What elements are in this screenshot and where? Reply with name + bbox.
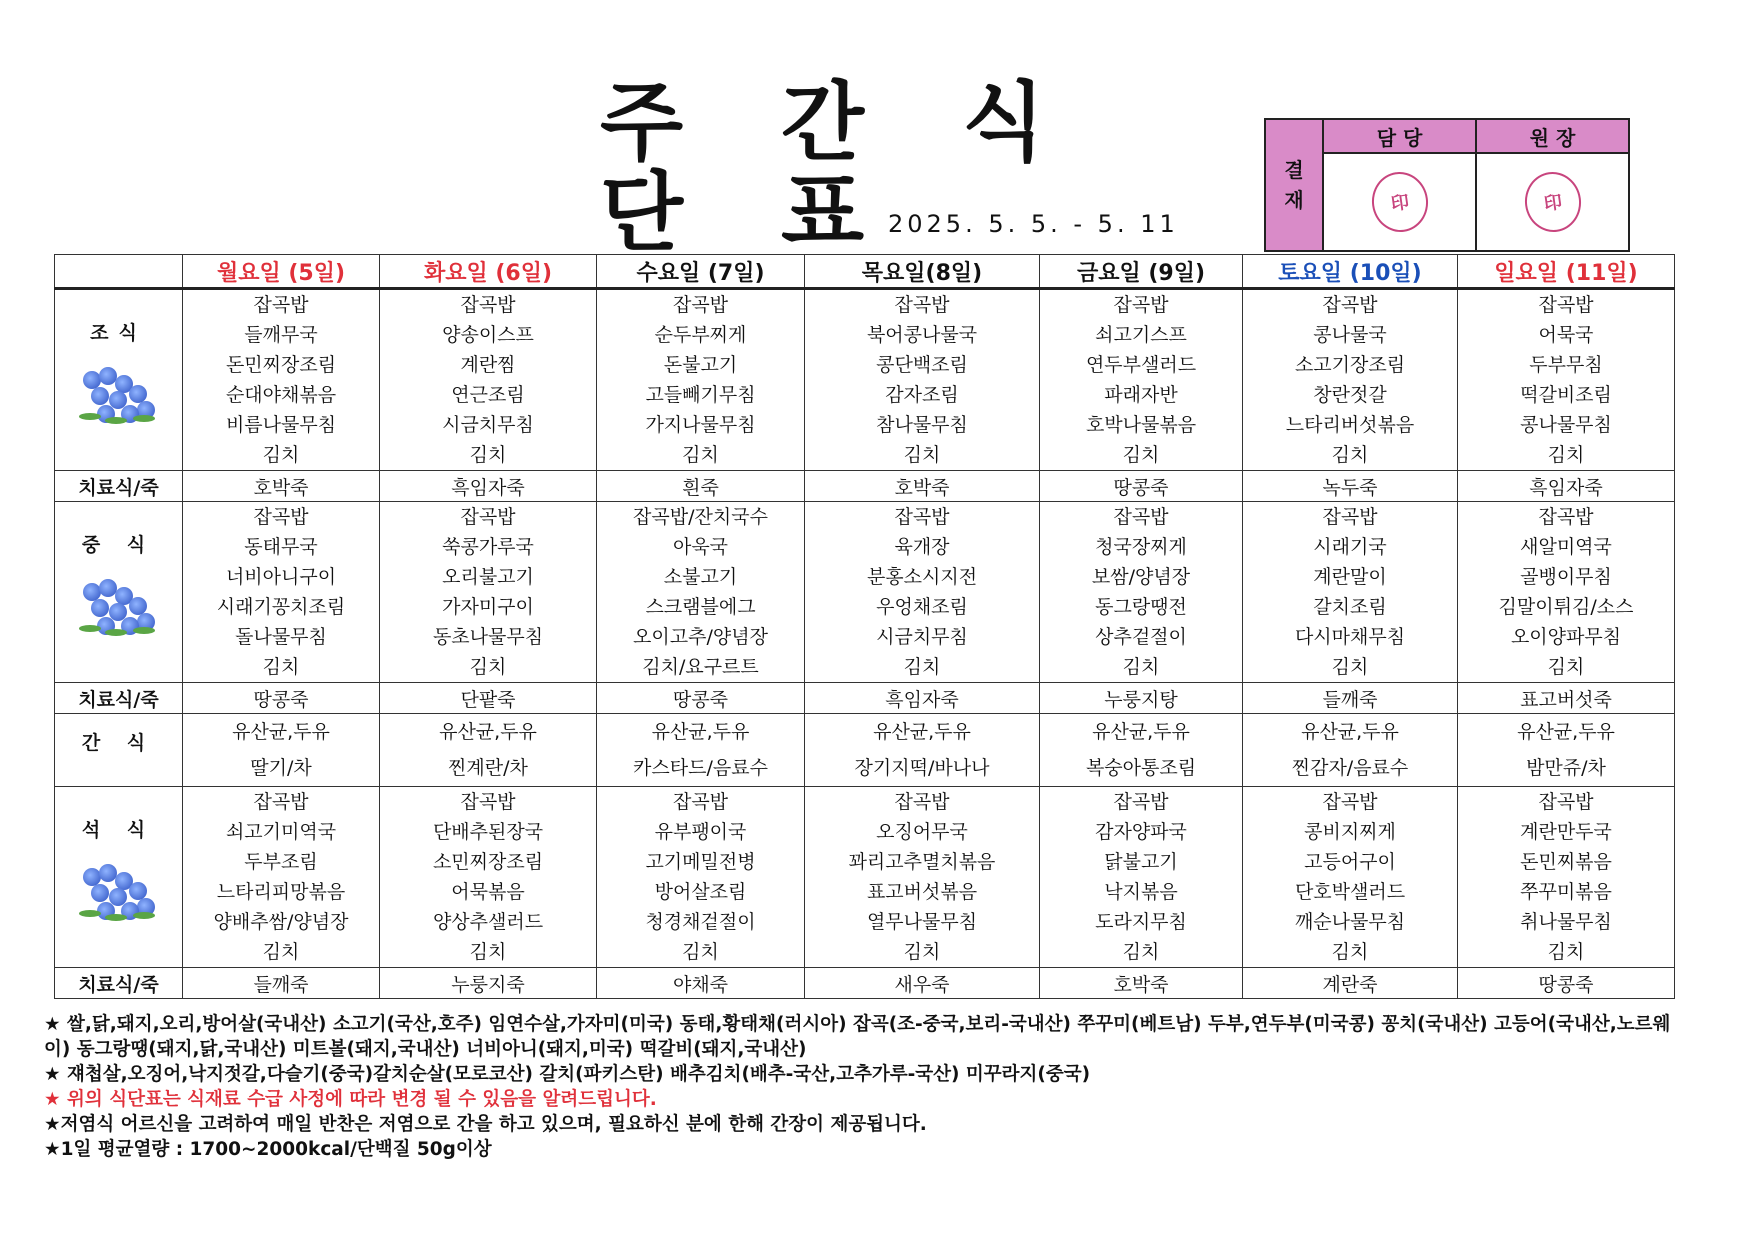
menu-item: 분홍소시지전: [866, 566, 978, 588]
menu-item: 김치: [682, 941, 719, 963]
menu-item: 청경채겉절이: [645, 911, 756, 933]
menu-item: 유산균,두유: [439, 721, 537, 743]
blue-flower-icon: [77, 367, 161, 425]
menu-item: 참나물무침: [876, 414, 968, 436]
porridge-item: 땅콩죽: [1458, 968, 1675, 999]
lunch-day-cell: [1040, 502, 1243, 683]
menu-item: 김치: [1331, 941, 1369, 963]
menu-item: 단호박샐러드: [1294, 881, 1406, 903]
menu-item: 잡곡밥: [1322, 506, 1378, 528]
dinner-day-cell: [1040, 787, 1243, 968]
menu-item: 다시마채무침: [1294, 626, 1406, 648]
breakfast-day-cell: [1458, 289, 1675, 471]
lunch-row: [55, 502, 1675, 683]
day-header-fri: 금요일 (9일): [1040, 255, 1243, 289]
menu-item: 김치: [1331, 656, 1369, 678]
menu-item: 복숭아통조림: [1085, 757, 1197, 779]
note-change-warning: ★ 위의 식단표는 식재료 수급 사정에 따라 변경 될 수 있음을 알려드립니다.: [44, 1089, 657, 1110]
menu-item: 양배추쌈/양념장: [213, 911, 349, 933]
snack-label-cell: [55, 714, 183, 787]
porridge-item: 단팥죽: [380, 683, 597, 714]
menu-item: 계란찜: [460, 354, 516, 376]
snack-row: [55, 714, 1675, 787]
porridge-item: 새우죽: [805, 968, 1040, 999]
director-signature: [1475, 154, 1628, 250]
menu-item: 연두부샐러드: [1085, 354, 1197, 376]
lunch-day-cell: [805, 502, 1040, 683]
porridge-item: 호박죽: [183, 471, 380, 502]
menu-item: 방어살조림: [654, 881, 747, 903]
lunch-label-cell: [55, 502, 183, 683]
menu-item: 쇠고기미역국: [225, 821, 337, 843]
snack-day-cell: [1040, 714, 1243, 787]
menu-item: 잡곡밥: [672, 791, 729, 813]
menu-item: 시래기국: [1313, 536, 1387, 558]
menu-item: 김치/요구르트: [642, 656, 759, 678]
menu-item: 가지나물무침: [645, 414, 756, 436]
menu-item: 고등어구이: [1304, 851, 1396, 873]
dinner-day-cell: [1243, 787, 1458, 968]
breakfast-label-cell: [55, 289, 183, 471]
menu-item: 떡갈비조림: [1520, 384, 1612, 406]
menu-item: 김치: [1122, 444, 1160, 466]
menu-item: 잡곡밥: [1113, 294, 1169, 316]
menu-item: 김치: [469, 941, 507, 963]
blue-flower-icon: [77, 864, 161, 922]
seal-stamp-icon: 印: [1368, 168, 1432, 235]
note-low-salt: ★저염식 어르신을 고려하여 매일 반찬은 저염으로 간을 하고 있으며, 필요하신 분에 한해 간장이 제공됩니다.: [44, 1114, 927, 1135]
menu-item: 잡곡밥: [1322, 791, 1378, 813]
menu-item: 잡곡밥: [460, 506, 516, 528]
snack-day-cell: [183, 714, 380, 787]
menu-item: 느타리피망볶음: [216, 881, 346, 903]
menu-item: 김치: [262, 941, 300, 963]
menu-item: 표고버섯볶음: [866, 881, 978, 903]
approval-header-manager: 담 당: [1322, 120, 1475, 154]
menu-item: 잡곡밥: [253, 506, 309, 528]
day-header-tue: 화요일 (6일): [380, 255, 597, 289]
menu-item: 김말이튀김/소스: [1498, 596, 1634, 618]
menu-item: 계란만두국: [1520, 821, 1612, 843]
porridge-label: 치료식/죽: [55, 968, 183, 999]
menu-item: 유부팽이국: [654, 821, 747, 843]
menu-item: 취나물무침: [1520, 911, 1612, 933]
menu-item: 갈치조림: [1313, 596, 1387, 618]
menu-item: 고들빼기무침: [645, 384, 756, 406]
menu-item: 비름나물무침: [225, 414, 337, 436]
menu-item: 열무나물무침: [866, 911, 978, 933]
porridge-item: 야채죽: [597, 968, 805, 999]
approval-label: [1266, 120, 1322, 250]
breakfast-day-cell: [1243, 289, 1458, 471]
menu-item: 상추겉절이: [1095, 626, 1187, 648]
menu-item: 너비아니구이: [225, 566, 337, 588]
menu-item: 찐감자/음료수: [1291, 757, 1409, 779]
menu-item: 쑥콩가루국: [442, 536, 534, 558]
menu-item: 오이양파무침: [1510, 626, 1622, 648]
porridge-item: 땅콩죽: [183, 683, 380, 714]
menu-item: 창란젓갈: [1313, 384, 1387, 406]
porridge-item: 호박죽: [805, 471, 1040, 502]
menu-item: 잡곡밥: [1322, 294, 1378, 316]
menu-item: 감자조림: [885, 384, 959, 406]
menu-item: 단배추된장국: [432, 821, 544, 843]
blue-flower-icon: [77, 579, 161, 637]
porridge-item: 호박죽: [1040, 968, 1243, 999]
breakfast-row: [55, 289, 1675, 471]
menu-item: 김치: [1122, 941, 1160, 963]
menu-item: 김치: [469, 656, 507, 678]
menu-item: 콩나물국: [1313, 324, 1387, 346]
menu-item: 연근조림: [451, 384, 525, 406]
menu-item: 시래기꽁치조림: [216, 596, 346, 618]
menu-item: 계란말이: [1313, 566, 1387, 588]
breakfast-day-cell: [380, 289, 597, 471]
porridge-item: 흑임자죽: [1458, 471, 1675, 502]
porridge-item: 흑임자죽: [380, 471, 597, 502]
menu-item: 김치: [469, 444, 507, 466]
menu-item: 시금치무침: [442, 414, 534, 436]
menu-item: 잡곡밥/잔치국수: [633, 506, 768, 528]
porridge-item: 누룽지죽: [380, 968, 597, 999]
menu-item: 양송이스프: [442, 324, 534, 346]
menu-item: 김치: [262, 444, 300, 466]
menu-item: 잡곡밥: [672, 294, 729, 316]
menu-item: 돈불고기: [663, 354, 738, 376]
snack-day-cell: [597, 714, 805, 787]
lunch-day-cell: [380, 502, 597, 683]
menu-item: 김치: [682, 444, 719, 466]
menu-item: 김치: [1331, 444, 1369, 466]
dinner-day-cell: [1458, 787, 1675, 968]
porridge-item: 땅콩죽: [1040, 471, 1243, 502]
lunch-day-cell: [183, 502, 380, 683]
lunch-label: 중 식: [81, 534, 156, 556]
menu-item: 김치: [262, 656, 300, 678]
menu-item: 청국장찌게: [1095, 536, 1187, 558]
menu-item: 돈민찌볶음: [1520, 851, 1612, 873]
menu-item: 파래자반: [1104, 384, 1178, 406]
menu-item: 김치: [1547, 656, 1585, 678]
menu-item: 김치: [1122, 656, 1160, 678]
menu-item: 잡곡밥: [1538, 791, 1594, 813]
manager-signature: [1322, 154, 1475, 250]
menu-item: 동태무국: [244, 536, 318, 558]
corner-cell: [55, 255, 183, 289]
approval-header-director: 원 장: [1475, 120, 1628, 154]
day-header-sun: 일요일 (11일): [1458, 255, 1675, 289]
menu-item: 김치: [903, 941, 941, 963]
day-header-row: [55, 255, 1675, 289]
menu-item: 잡곡밥: [894, 506, 950, 528]
menu-item: 도라지무침: [1095, 911, 1187, 933]
day-header-wed: 수요일 (7일): [597, 255, 805, 289]
menu-item: 우엉채조림: [876, 596, 968, 618]
lunch-day-cell: [1458, 502, 1675, 683]
menu-item: 순두부찌게: [654, 324, 747, 346]
menu-item: 쭈꾸미볶음: [1520, 881, 1612, 903]
breakfast-day-cell: [597, 289, 805, 471]
breakfast-day-cell: [183, 289, 380, 471]
menu-item: 찐계란/차: [448, 757, 528, 779]
breakfast-day-cell: [1040, 289, 1243, 471]
menu-item: 딸기/차: [250, 757, 312, 779]
menu-item: 낙지볶음: [1104, 881, 1178, 903]
menu-item: 밤만쥬/차: [1526, 757, 1606, 779]
dinner-label-cell: [55, 787, 183, 968]
menu-item: 들깨무국: [244, 324, 318, 346]
menu-item: 잡곡밥: [253, 791, 309, 813]
menu-item: 고기메밀전병: [645, 851, 756, 873]
menu-item: 유산균,두유: [651, 721, 750, 743]
menu-item: 장기지떡/바나나: [854, 757, 990, 779]
menu-item: 보쌈/양념장: [1091, 566, 1191, 588]
menu-item: 카스타드/음료수: [633, 757, 768, 779]
porridge-item: 땅콩죽: [597, 683, 805, 714]
menu-item: 오이고추/양념장: [633, 626, 768, 648]
menu-item: 잡곡밥: [460, 791, 516, 813]
approval-label-char: 결: [1284, 158, 1304, 182]
menu-item: 순대야채볶음: [225, 384, 337, 406]
porridge-item: 흑임자죽: [805, 683, 1040, 714]
porridge-item: 들깨죽: [183, 968, 380, 999]
menu-item: 콩나물무침: [1520, 414, 1612, 436]
menu-item: 김치: [1547, 444, 1585, 466]
menu-item: 유산균,두유: [873, 721, 971, 743]
snack-label: 간 식: [81, 732, 156, 754]
menu-item: 꽈리고추멸치볶음: [848, 851, 996, 873]
lunch-day-cell: [597, 502, 805, 683]
page-title: 주 간 식 단 표: [600, 73, 1080, 263]
menu-item: 돈민찌장조림: [225, 354, 337, 376]
date-range: 2025. 5. 5. - 5. 11: [888, 210, 1179, 238]
porridge-item: 계란죽: [1243, 968, 1458, 999]
lunch-porridge-row: [55, 683, 1675, 714]
dinner-day-cell: [183, 787, 380, 968]
note-origin-2: ★ 쟤첩살,오징어,낙지젓갈,다슬기(중국)갈치순살(모로코산) 갈치(파키스탄) 배추김치(배추-국산,고추가루-국산) 미꾸라지(중국): [44, 1064, 1091, 1085]
porridge-item: 들깨죽: [1243, 683, 1458, 714]
menu-item: 잡곡밥: [1113, 791, 1169, 813]
menu-item: 깨순나물무침: [1294, 911, 1406, 933]
breakfast-label: 조식: [90, 322, 147, 344]
approval-label-char: 재: [1284, 188, 1304, 212]
breakfast-day-cell: [805, 289, 1040, 471]
menu-item: 잡곡밥: [894, 791, 950, 813]
menu-item: 아욱국: [672, 536, 729, 558]
menu-item: 잡곡밥: [894, 294, 950, 316]
menu-item: 시금치무침: [876, 626, 968, 648]
dinner-day-cell: [380, 787, 597, 968]
menu-item: 유산균,두유: [1301, 721, 1399, 743]
snack-day-cell: [1243, 714, 1458, 787]
dinner-day-cell: [805, 787, 1040, 968]
lunch-day-cell: [1243, 502, 1458, 683]
approval-box: [1264, 118, 1630, 252]
dinner-porridge-row: [55, 968, 1675, 999]
menu-item: 김치: [1547, 941, 1585, 963]
seal-stamp-icon: 印: [1521, 168, 1585, 235]
menu-item: 감자양파국: [1095, 821, 1187, 843]
menu-item: 유산균,두유: [1092, 721, 1190, 743]
dinner-day-cell: [597, 787, 805, 968]
dinner-label: 석 식: [81, 819, 156, 841]
menu-item: 호박나물볶음: [1085, 414, 1197, 436]
menu-item: 두부조림: [244, 851, 318, 873]
menu-item: 잡곡밥: [460, 294, 516, 316]
menu-item: 북어콩나물국: [866, 324, 978, 346]
day-header-sat: 토요일 (10일): [1243, 255, 1458, 289]
menu-item: 닭불고기: [1104, 851, 1178, 873]
menu-item: 육개장: [894, 536, 950, 558]
menu-item: 새알미역국: [1520, 536, 1612, 558]
menu-item: 돌나물무침: [235, 626, 327, 648]
menu-item: 두부무침: [1529, 354, 1603, 376]
porridge-label: 치료식/죽: [55, 471, 183, 502]
day-header-thu: 목요일(8일): [805, 255, 1040, 289]
menu-item: 잡곡밥: [1538, 294, 1594, 316]
porridge-label: 치료식/죽: [55, 683, 183, 714]
menu-item: 콩단백조림: [876, 354, 968, 376]
day-header-mon: 월요일 (5일): [183, 255, 380, 289]
menu-item: 잡곡밥: [253, 294, 309, 316]
snack-day-cell: [805, 714, 1040, 787]
menu-item: 동초나물무침: [432, 626, 544, 648]
menu-item: 김치: [903, 656, 941, 678]
menu-item: 동그랑땡전: [1095, 596, 1187, 618]
menu-item: 소민찌장조림: [432, 851, 544, 873]
menu-item: 골뱅이무침: [1520, 566, 1612, 588]
note-origin: ★ 쌀,닭,돼지,오리,방어살(국내산) 소고기(국산,호주) 임연수살,가자미(미국) 동태,황태채(러시아) 잡곡(조-중국,보리-국내산) 쭈꾸미(베트남) 두부,연두부(미국콩) 꽁치(국내산) 고등어(국내산,노르웨이) 동그랑땡(돼지,닭,국내산) 미트볼(돼지,국내산) 너비아니(돼지,미국) 떡갈비(돼지,국내산): [44, 1014, 1671, 1060]
weekly-menu-table: [54, 254, 1675, 999]
snack-day-cell: [1458, 714, 1675, 787]
breakfast-porridge-row: [55, 471, 1675, 502]
menu-item: 스크램블에그: [645, 596, 756, 618]
porridge-item: 흰죽: [597, 471, 805, 502]
menu-item: 오리불고기: [442, 566, 534, 588]
menu-item: 김치: [903, 444, 941, 466]
notes-section: [44, 1012, 1684, 1162]
menu-item: 느타리버섯볶음: [1285, 414, 1415, 436]
menu-item: 잡곡밥: [1538, 506, 1594, 528]
porridge-item: 녹두죽: [1243, 471, 1458, 502]
menu-item: 오징어무국: [876, 821, 968, 843]
menu-item: 유산균,두유: [1517, 721, 1615, 743]
note-calories: ★1일 평균열량 : 1700~2000kcal/단백질 50g이상: [44, 1139, 492, 1160]
menu-item: 양상추샐러드: [432, 911, 544, 933]
menu-item: 가자미구이: [442, 596, 534, 618]
menu-item: 소고기장조림: [1294, 354, 1406, 376]
porridge-item: 표고버섯죽: [1458, 683, 1675, 714]
menu-item: 콩비지찌게: [1304, 821, 1396, 843]
menu-item: 어묵국: [1538, 324, 1594, 346]
snack-day-cell: [380, 714, 597, 787]
menu-item: 소불고기: [663, 566, 738, 588]
menu-item: 쇠고기스프: [1095, 324, 1187, 346]
porridge-item: 누룽지탕: [1040, 683, 1243, 714]
menu-item: 유산균,두유: [232, 721, 330, 743]
menu-item: 어묵볶음: [451, 881, 525, 903]
menu-item: 잡곡밥: [1113, 506, 1169, 528]
dinner-row: [55, 787, 1675, 968]
